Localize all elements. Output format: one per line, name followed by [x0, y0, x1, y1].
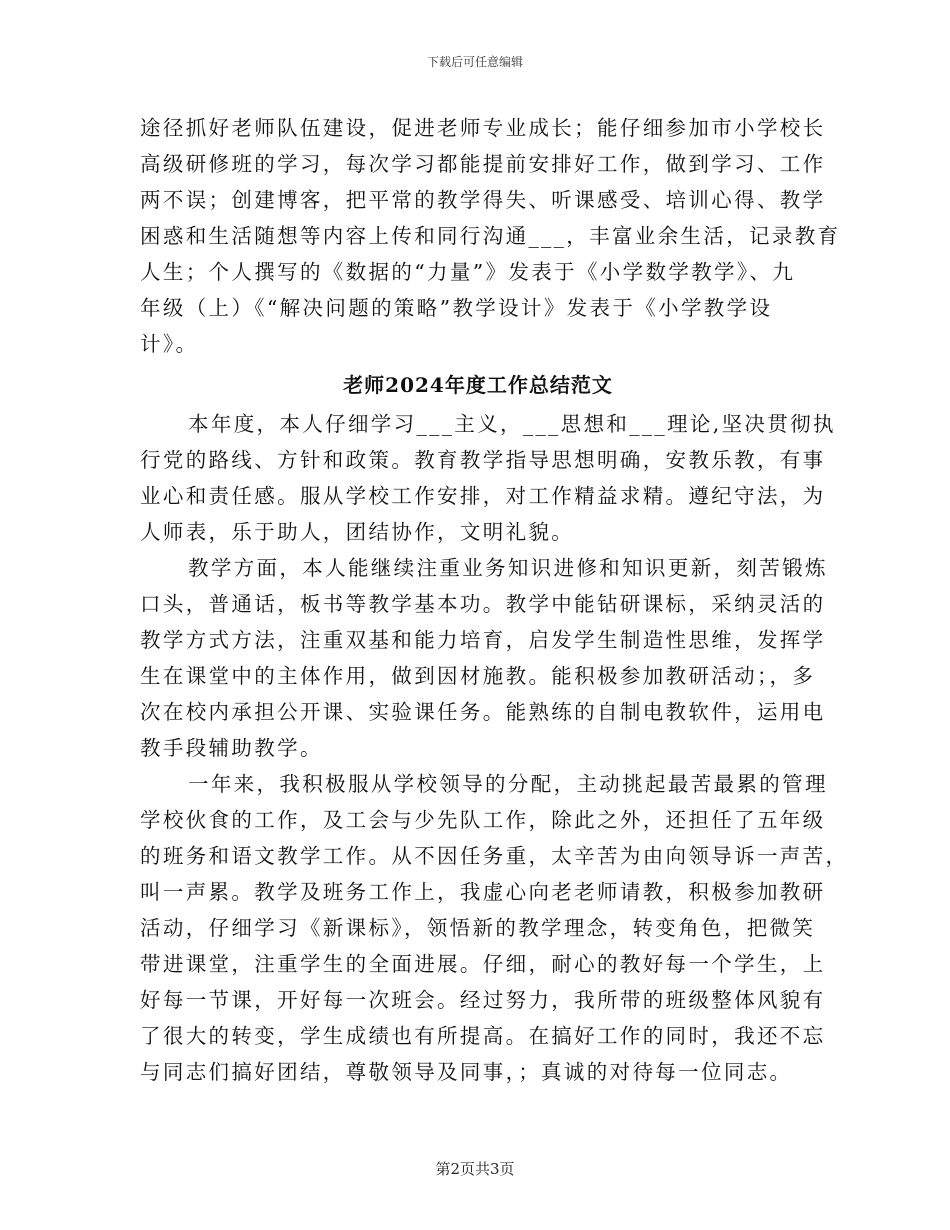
text-line: 口头，普通话，板书等教学基本功。教学中能钻研课标，采纳灵活的 [140, 592, 826, 616]
text-line: 两不误；创建博客，把平常的教学得失、听课感受、培训心得、教学 [140, 188, 826, 212]
text-line: 叫一声累。教学及班务工作上，我虚心向老老师请教，积极参加教研 [140, 880, 826, 904]
text-line: 人师表，乐于助人，团结协作，文明礼貌。 [140, 520, 575, 544]
text-line: 好每一节课，开好每一次班会。经过努力，我所带的班级整体风貌有 [140, 988, 826, 1012]
text-line: 一年来，我积极服从学校领导的分配，主动挑起最苦最累的管理 [188, 772, 828, 796]
document-body [140, 110, 849, 1090]
text-line: 生在课堂中的主体作用，做到因材施教。能积极参加教研活动；，多 [140, 664, 816, 688]
intro-text [140, 110, 841, 362]
text-line: 计》。 [140, 332, 199, 356]
text-line: 本年度，本人仔细学习___主义，___思想和___理论,坚决贯彻执 [188, 412, 836, 436]
paragraph-1 [140, 406, 836, 550]
page-number: 第2页共3页 [435, 1160, 515, 1178]
text-line: 的班务和语文教学工作。从不因任务重，太辛苦为由向领导诉一声苦， [140, 844, 849, 868]
text-line: 学校伙食的工作，及工会与少先队工作，除此之外，还担任了五年级 [140, 808, 826, 832]
text-line: 了很大的转变，学生成绩也有所提高。在搞好工作的同时，我还不忘 [140, 1024, 826, 1048]
text-line: 业心和责任感。服从学校工作安排，对工作精益求精。遵纪守法，为 [140, 484, 826, 508]
text-line: 教学方式方法，注重双基和能力培育，启发学生制造性思维，发挥学 [140, 628, 826, 652]
text-line: 教学方面，本人能继续注重业务知识进修和知识更新，刻苦锻炼 [188, 556, 828, 580]
text-line: 人生；个人撰写的《数据的“力量”》发表于《小学数学教学》、九 [140, 260, 796, 284]
text-line: 带进课堂，注重学生的全面进展。仔细，耐心的教好每一个学生，上 [140, 952, 826, 976]
section-title: 老师2024年度工作总结范文 [343, 373, 613, 397]
text-line: 高级研修班的学习，每次学习都能提前安排好工作，做到学习、工作 [140, 152, 826, 176]
paragraph-2 [140, 550, 828, 766]
paragraph-3 [140, 766, 849, 1090]
text-line: 次在校内承担公开课、实验课任务。能熟练的自制电教软件，运用电 [140, 700, 826, 724]
text-line: 活动，仔细学习《新课标》，领悟新的教学理念，转变角色，把微笑 [140, 916, 816, 940]
text-line: 与同志们搞好团结，尊敬领导及同事，；真诚的对待每一位同志。 [140, 1060, 793, 1084]
text-line: 教手段辅助教学。 [140, 736, 323, 760]
text-line: 行党的路线、方针和政策。教育教学指导思想明确，安教乐教，有事 [140, 448, 826, 472]
text-line: 途径抓好老师队伍建设，促进老师专业成长；能仔细参加市小学校长 [140, 116, 826, 140]
text-line: 年级（上）《“解决问题的策略”教学设计》发表于《小学教学设 [140, 296, 773, 320]
text-line: 困惑和生活随想等内容上传和同行沟通___，丰富业余生活，记录教育 [140, 224, 841, 248]
document-header-note: 下载后可任意编辑 [426, 55, 523, 69]
